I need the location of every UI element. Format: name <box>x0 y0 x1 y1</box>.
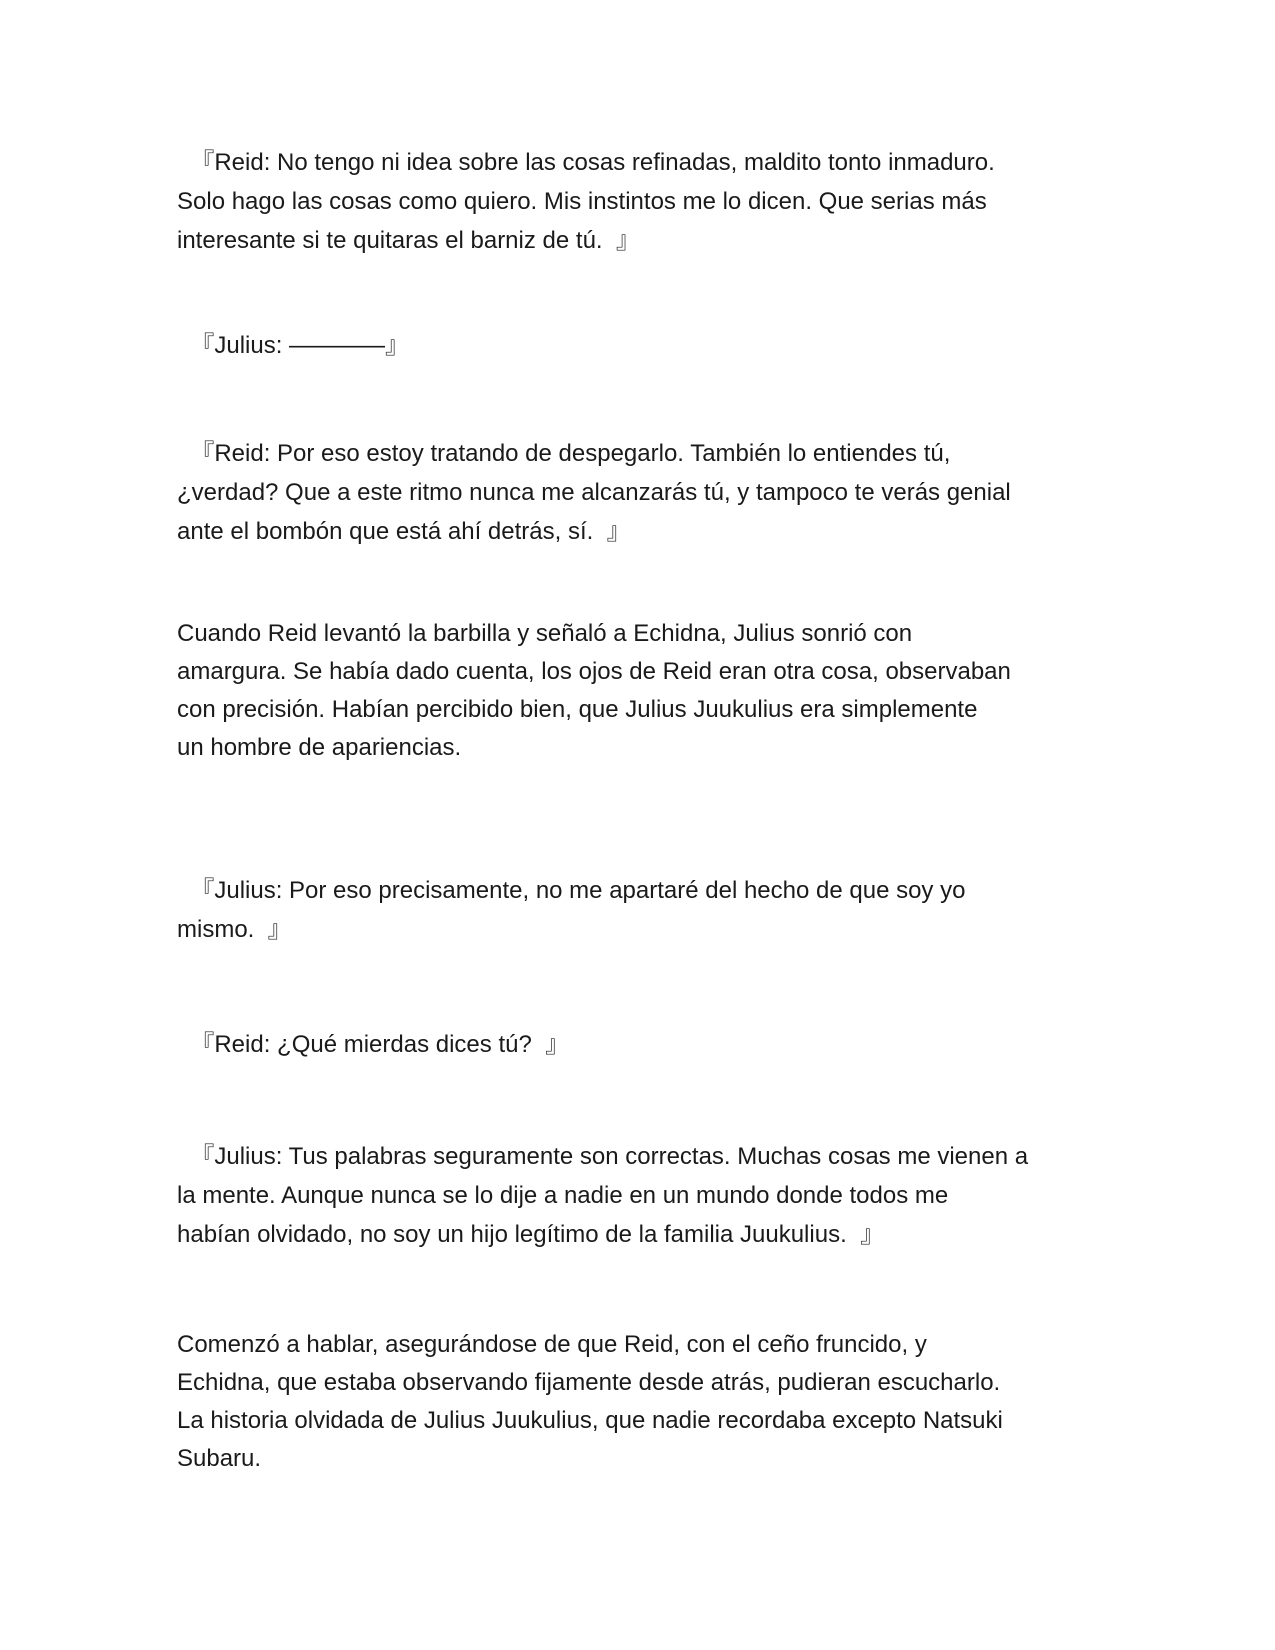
text-line: Cuando Reid levantó la barbilla y señaló a Echidna, Julius sonrió con <box>177 620 913 647</box>
text-line: ¿verdad? Que a este ritmo nunca me alcanzarás tú, y tampoco te verás genial <box>177 479 1011 506</box>
paragraph-reid-dialogue-1 <box>177 143 1107 260</box>
text-line: 『Julius: Por eso precisamente, no me apartaré del hecho de que soy yo <box>177 877 966 904</box>
paragraph-narration-2 <box>177 1326 1107 1478</box>
text-line: 『Reid: Por eso estoy tratando de despegarlo. También lo entiendes tú, <box>177 440 951 467</box>
paragraph-julius-dialogue-2 <box>177 871 1107 949</box>
text-line: la mente. Aunque nunca se lo dije a nadie en un mundo donde todos me <box>177 1182 949 1209</box>
text-line: Comenzó a hablar, asegurándose de que Reid, con el ceño fruncido, y <box>177 1331 927 1358</box>
text-line: La historia olvidada de Julius Juukulius, que nadie recordaba excepto Natsuki <box>177 1407 1003 1434</box>
text-line: Subaru. <box>177 1445 262 1472</box>
paragraph-narration-1 <box>177 615 1107 767</box>
text-line: mismo. 』 <box>177 916 292 943</box>
text-line: ante el bombón que está ahí detrás, sí. 』 <box>177 518 631 545</box>
paragraph-julius-dialogue-1 <box>177 326 1107 365</box>
text-line: 『Reid: ¿Qué mierdas dices tú? 』 <box>177 1031 570 1058</box>
text-line: interesante si te quitaras el barniz de tú. 』 <box>177 227 640 254</box>
paragraph-reid-dialogue-2 <box>177 434 1107 551</box>
text-line: con precisión. Habían percibido bien, que Julius Juukulius era simplemente <box>177 696 978 723</box>
text-line: amargura. Se había dado cuenta, los ojos de Reid eran otra cosa, observaban <box>177 658 1011 685</box>
paragraph-julius-dialogue-3 <box>177 1137 1107 1254</box>
paragraph-reid-dialogue-3 <box>177 1025 1107 1064</box>
text-line: Echidna, que estaba observando fijamente desde atrás, pudieran escucharlo. <box>177 1369 1001 1396</box>
text-line: 『Julius: ————』 <box>177 332 410 359</box>
text-line: habían olvidado, no soy un hijo legítimo de la familia Juukulius. 』 <box>177 1221 885 1248</box>
text-line: 『Julius: Tus palabras seguramente son correctas. Muchas cosas me vienen a <box>177 1143 1029 1170</box>
text-line: 『Reid: No tengo ni idea sobre las cosas refinadas, maldito tonto inmaduro. <box>177 149 995 176</box>
text-line: Solo hago las cosas como quiero. Mis instintos me lo dicen. Que serias más <box>177 188 987 215</box>
text-line: un hombre de apariencias. <box>177 734 462 761</box>
